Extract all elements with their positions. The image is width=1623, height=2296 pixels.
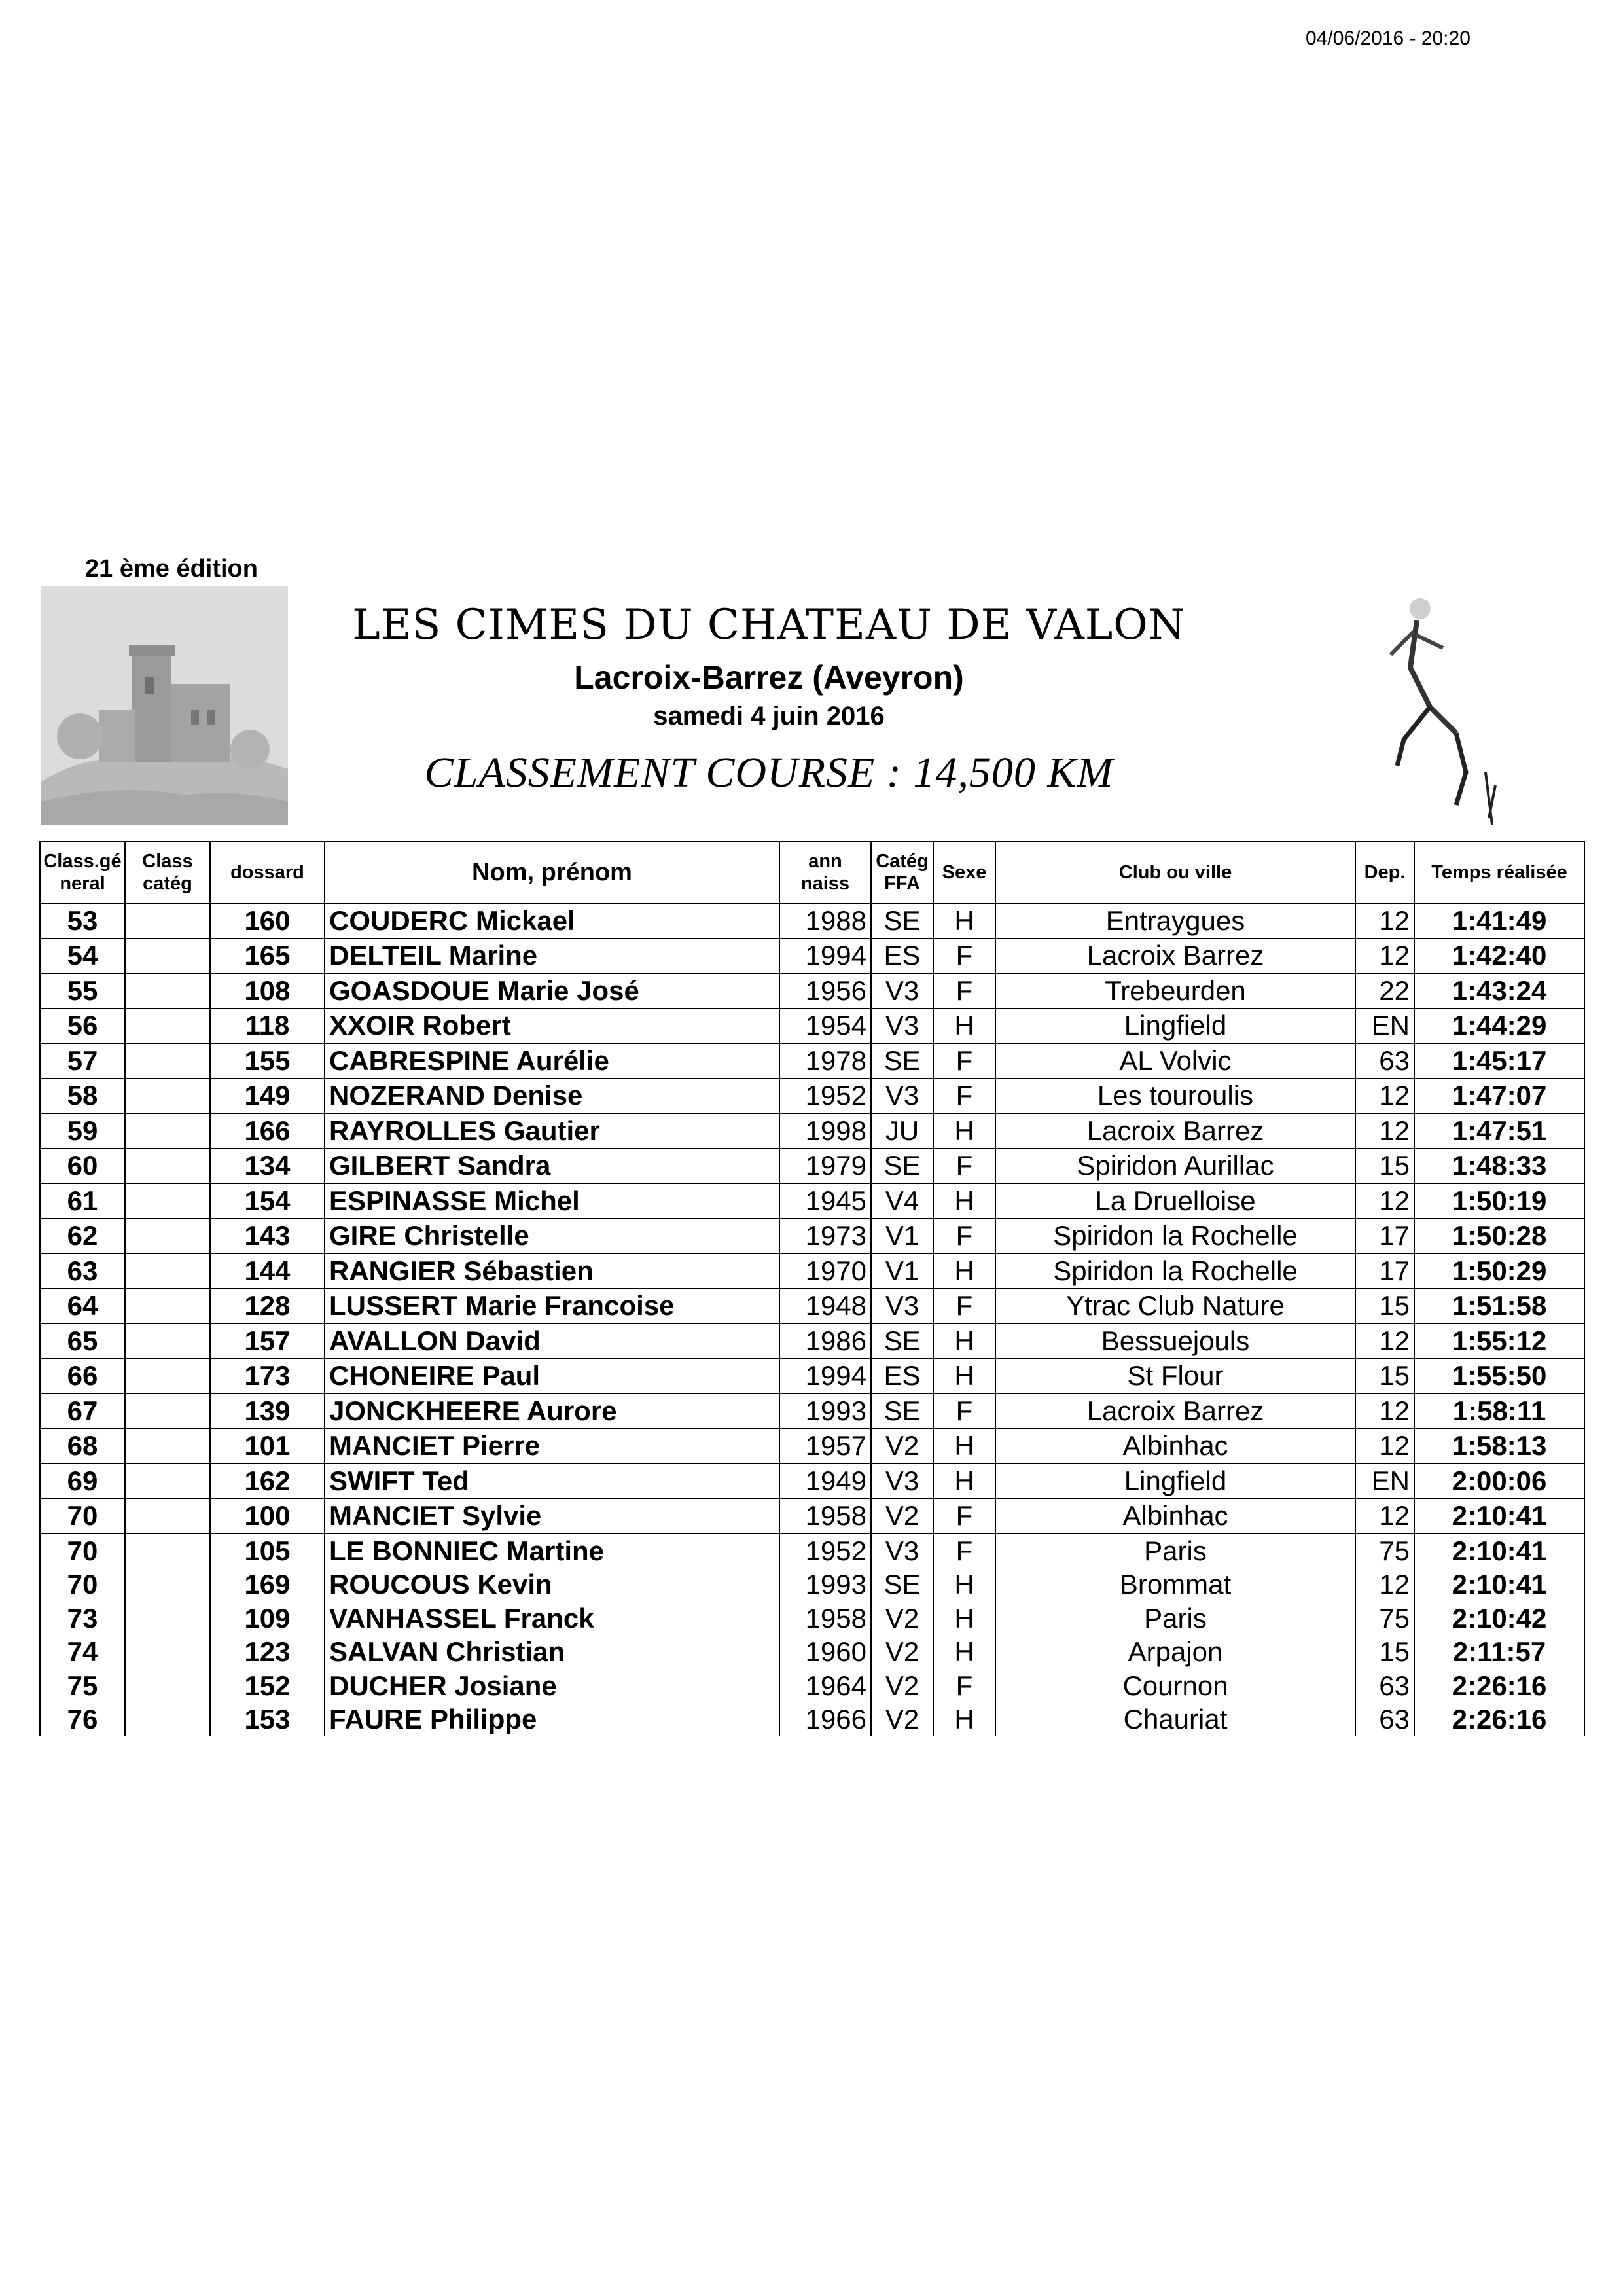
club-cell: Albinhac xyxy=(995,1429,1355,1464)
ffa-category-cell: SE xyxy=(871,1568,933,1602)
birth-year-cell: 1949 xyxy=(779,1463,871,1499)
birth-year-cell: 1994 xyxy=(779,1359,871,1394)
birth-year-cell: 1998 xyxy=(779,1113,871,1149)
category-rank-cell xyxy=(125,1043,210,1079)
category-rank-cell xyxy=(125,1463,210,1499)
ffa-category-cell: ES xyxy=(871,1359,933,1394)
bib-cell: 153 xyxy=(210,1703,325,1737)
race-date: samedi 4 juin 2016 xyxy=(653,702,885,730)
birth-year-cell: 1988 xyxy=(779,903,871,939)
category-rank-cell xyxy=(125,1534,210,1568)
rank-cell: 66 xyxy=(40,1359,125,1394)
header-block xyxy=(288,589,1250,798)
time-cell: 2:10:41 xyxy=(1414,1568,1584,1602)
print-datetime: 04/06/2016 - 20:20 xyxy=(1306,27,1471,49)
birth-year-cell: 1958 xyxy=(779,1499,871,1534)
department-cell: 75 xyxy=(1355,1602,1414,1636)
time-cell: 2:10:41 xyxy=(1414,1499,1584,1534)
bib-cell: 149 xyxy=(210,1079,325,1114)
club-cell: Lingfield xyxy=(995,1009,1355,1044)
name-cell: ESPINASSE Michel xyxy=(325,1183,779,1219)
table-row xyxy=(40,1703,1584,1737)
table-row xyxy=(40,1183,1584,1219)
category-rank-cell xyxy=(125,1149,210,1184)
ffa-category-cell: V3 xyxy=(871,1289,933,1324)
edition-label: 21 ème édition xyxy=(85,555,258,583)
department-cell: EN xyxy=(1355,1009,1414,1044)
bib-cell: 118 xyxy=(210,1009,325,1044)
category-rank-cell xyxy=(125,1289,210,1324)
category-rank-cell xyxy=(125,1359,210,1394)
sex-cell: F xyxy=(933,1669,995,1703)
department-cell: 12 xyxy=(1355,1113,1414,1149)
header-ffa-category: Catég FFA xyxy=(871,842,933,903)
time-cell: 2:26:16 xyxy=(1414,1669,1584,1703)
ffa-category-cell: V2 xyxy=(871,1669,933,1703)
birth-year-cell: 1954 xyxy=(779,1009,871,1044)
bib-cell: 143 xyxy=(210,1219,325,1254)
category-rank-cell xyxy=(125,1219,210,1254)
birth-year-cell: 1986 xyxy=(779,1323,871,1359)
sex-cell: H xyxy=(933,1429,995,1464)
sex-cell: F xyxy=(933,1149,995,1184)
time-cell: 2:10:41 xyxy=(1414,1534,1584,1568)
header-general-rank: Class.gé neral xyxy=(40,842,125,903)
ffa-category-cell: V3 xyxy=(871,1079,933,1114)
sex-cell: H xyxy=(933,1113,995,1149)
department-cell: 15 xyxy=(1355,1289,1414,1324)
time-cell: 1:51:58 xyxy=(1414,1289,1584,1324)
sex-cell: F xyxy=(933,1043,995,1079)
club-cell: Trebeurden xyxy=(995,973,1355,1009)
ffa-category-cell: V3 xyxy=(871,973,933,1009)
table-row xyxy=(40,903,1584,939)
name-cell: DELTEIL Marine xyxy=(325,939,779,974)
header-category-rank: Class catég xyxy=(125,842,210,903)
birth-year-cell: 1958 xyxy=(779,1602,871,1636)
name-cell: SALVAN Christian xyxy=(325,1636,779,1670)
category-rank-cell xyxy=(125,1568,210,1602)
time-cell: 2:10:42 xyxy=(1414,1602,1584,1636)
name-cell: AVALLON David xyxy=(325,1323,779,1359)
time-cell: 1:41:49 xyxy=(1414,903,1584,939)
category-rank-cell xyxy=(125,1323,210,1359)
time-cell: 2:11:57 xyxy=(1414,1636,1584,1670)
ffa-category-cell: V1 xyxy=(871,1219,933,1254)
department-cell: 12 xyxy=(1355,1499,1414,1534)
name-cell: CABRESPINE Aurélie xyxy=(325,1043,779,1079)
time-cell: 1:50:28 xyxy=(1414,1219,1584,1254)
birth-year-cell: 1952 xyxy=(779,1079,871,1114)
department-cell: 63 xyxy=(1355,1043,1414,1079)
category-rank-cell xyxy=(125,1079,210,1114)
department-cell: 15 xyxy=(1355,1149,1414,1184)
name-cell: SWIFT Ted xyxy=(325,1463,779,1499)
table-row xyxy=(40,1499,1584,1534)
classement-heading: CLASSEMENT COURSE : 14,500 KM xyxy=(424,749,1114,797)
table-row xyxy=(40,1219,1584,1254)
name-cell: VANHASSEL Franck xyxy=(325,1602,779,1636)
department-cell: 17 xyxy=(1355,1219,1414,1254)
time-cell: 1:47:07 xyxy=(1414,1079,1584,1114)
rank-cell: 68 xyxy=(40,1429,125,1464)
name-cell: MANCIET Sylvie xyxy=(325,1499,779,1534)
department-cell: 12 xyxy=(1355,1323,1414,1359)
bib-cell: 152 xyxy=(210,1669,325,1703)
name-cell: ROUCOUS Kevin xyxy=(325,1568,779,1602)
department-cell: 63 xyxy=(1355,1703,1414,1737)
bib-cell: 109 xyxy=(210,1602,325,1636)
category-rank-cell xyxy=(125,973,210,1009)
table-row xyxy=(40,1463,1584,1499)
header-time: Temps réalisée xyxy=(1414,842,1584,903)
ffa-category-cell: SE xyxy=(871,1323,933,1359)
birth-year-cell: 1960 xyxy=(779,1636,871,1670)
rank-cell: 63 xyxy=(40,1253,125,1289)
name-cell: LE BONNIEC Martine xyxy=(325,1534,779,1568)
time-cell: 1:58:11 xyxy=(1414,1393,1584,1429)
club-cell: Entraygues xyxy=(995,903,1355,939)
rank-cell: 61 xyxy=(40,1183,125,1219)
bib-cell: 166 xyxy=(210,1113,325,1149)
ffa-category-cell: V2 xyxy=(871,1602,933,1636)
birth-year-cell: 1957 xyxy=(779,1429,871,1464)
name-cell: GOASDOUE Marie José xyxy=(325,973,779,1009)
birth-year-cell: 1964 xyxy=(779,1669,871,1703)
club-cell: Spiridon la Rochelle xyxy=(995,1219,1355,1254)
sex-cell: F xyxy=(933,1219,995,1254)
name-cell: RANGIER Sébastien xyxy=(325,1253,779,1289)
sex-cell: F xyxy=(933,973,995,1009)
time-cell: 1:48:33 xyxy=(1414,1149,1584,1184)
birth-year-cell: 1966 xyxy=(779,1703,871,1737)
category-rank-cell xyxy=(125,1009,210,1044)
name-cell: FAURE Philippe xyxy=(325,1703,779,1737)
time-cell: 1:55:50 xyxy=(1414,1359,1584,1394)
rank-cell: 58 xyxy=(40,1079,125,1114)
bib-cell: 101 xyxy=(210,1429,325,1464)
name-cell: CHONEIRE Paul xyxy=(325,1359,779,1394)
rank-cell: 57 xyxy=(40,1043,125,1079)
rank-cell: 60 xyxy=(40,1149,125,1184)
header-bib: dossard xyxy=(210,842,325,903)
sex-cell: F xyxy=(933,1393,995,1429)
bib-cell: 157 xyxy=(210,1323,325,1359)
club-cell: Lacroix Barrez xyxy=(995,1393,1355,1429)
rank-cell: 74 xyxy=(40,1636,125,1670)
club-cell: Chauriat xyxy=(995,1703,1355,1737)
sex-cell: H xyxy=(933,903,995,939)
category-rank-cell xyxy=(125,1113,210,1149)
club-cell: AL Volvic xyxy=(995,1043,1355,1079)
time-cell: 2:00:06 xyxy=(1414,1463,1584,1499)
ffa-category-cell: V3 xyxy=(871,1534,933,1568)
sex-cell: F xyxy=(933,939,995,974)
ffa-category-cell: V3 xyxy=(871,1463,933,1499)
club-cell: Brommat xyxy=(995,1568,1355,1602)
sex-cell: H xyxy=(933,1568,995,1602)
category-rank-cell xyxy=(125,1669,210,1703)
bib-cell: 105 xyxy=(210,1534,325,1568)
time-cell: 1:43:24 xyxy=(1414,973,1584,1009)
time-cell: 1:45:17 xyxy=(1414,1043,1584,1079)
club-cell: Albinhac xyxy=(995,1499,1355,1534)
name-cell: JONCKHEERE Aurore xyxy=(325,1393,779,1429)
department-cell: 12 xyxy=(1355,939,1414,974)
table-row xyxy=(40,1009,1584,1044)
ffa-category-cell: V1 xyxy=(871,1253,933,1289)
birth-year-cell: 1952 xyxy=(779,1534,871,1568)
department-cell: EN xyxy=(1355,1463,1414,1499)
department-cell: 75 xyxy=(1355,1534,1414,1568)
runner-icon xyxy=(1358,569,1502,831)
ffa-category-cell: V2 xyxy=(871,1703,933,1737)
table-row xyxy=(40,1149,1584,1184)
sex-cell: H xyxy=(933,1183,995,1219)
bib-cell: 134 xyxy=(210,1149,325,1184)
table-row xyxy=(40,1113,1584,1149)
sex-cell: H xyxy=(933,1636,995,1670)
name-cell: XXOIR Robert xyxy=(325,1009,779,1044)
club-cell: Arpajon xyxy=(995,1636,1355,1670)
bib-cell: 154 xyxy=(210,1183,325,1219)
birth-year-cell: 1993 xyxy=(779,1568,871,1602)
department-cell: 12 xyxy=(1355,1393,1414,1429)
name-cell: LUSSERT Marie Francoise xyxy=(325,1289,779,1324)
club-cell: Paris xyxy=(995,1602,1355,1636)
bib-cell: 139 xyxy=(210,1393,325,1429)
rank-cell: 56 xyxy=(40,1009,125,1044)
bib-cell: 155 xyxy=(210,1043,325,1079)
table-row xyxy=(40,973,1584,1009)
category-rank-cell xyxy=(125,939,210,974)
birth-year-cell: 1948 xyxy=(779,1289,871,1324)
club-cell: Ytrac Club Nature xyxy=(995,1289,1355,1324)
sex-cell: F xyxy=(933,1079,995,1114)
rank-cell: 73 xyxy=(40,1602,125,1636)
name-cell: GILBERT Sandra xyxy=(325,1149,779,1184)
club-cell: La Druelloise xyxy=(995,1183,1355,1219)
bib-cell: 100 xyxy=(210,1499,325,1534)
ffa-category-cell: V2 xyxy=(871,1429,933,1464)
name-cell: RAYROLLES Gautier xyxy=(325,1113,779,1149)
category-rank-cell xyxy=(125,1499,210,1534)
department-cell: 12 xyxy=(1355,1079,1414,1114)
time-cell: 1:50:19 xyxy=(1414,1183,1584,1219)
name-cell: MANCIET Pierre xyxy=(325,1429,779,1464)
category-rank-cell xyxy=(125,1703,210,1737)
rank-cell: 55 xyxy=(40,973,125,1009)
time-cell: 1:44:29 xyxy=(1414,1009,1584,1044)
ffa-category-cell: SE xyxy=(871,1043,933,1079)
name-cell: GIRE Christelle xyxy=(325,1219,779,1254)
birth-year-cell: 1978 xyxy=(779,1043,871,1079)
club-cell: Lacroix Barrez xyxy=(995,939,1355,974)
department-cell: 12 xyxy=(1355,1429,1414,1464)
header-department: Dep. xyxy=(1355,842,1414,903)
birth-year-cell: 1973 xyxy=(779,1219,871,1254)
table-row xyxy=(40,1253,1584,1289)
rank-cell: 62 xyxy=(40,1219,125,1254)
results-table xyxy=(39,841,1585,1736)
rank-cell: 70 xyxy=(40,1499,125,1534)
castle-photo xyxy=(41,586,288,825)
sex-cell: F xyxy=(933,1499,995,1534)
club-cell: St Flour xyxy=(995,1359,1355,1394)
club-cell: Lingfield xyxy=(995,1463,1355,1499)
ffa-category-cell: JU xyxy=(871,1113,933,1149)
bib-cell: 128 xyxy=(210,1289,325,1324)
bib-cell: 169 xyxy=(210,1568,325,1602)
rank-cell: 76 xyxy=(40,1703,125,1737)
rank-cell: 69 xyxy=(40,1463,125,1499)
table-row xyxy=(40,1602,1584,1636)
rank-cell: 67 xyxy=(40,1393,125,1429)
club-cell: Les touroulis xyxy=(995,1079,1355,1114)
bib-cell: 173 xyxy=(210,1359,325,1394)
header-birth-year: ann naiss xyxy=(779,842,871,903)
time-cell: 1:55:12 xyxy=(1414,1323,1584,1359)
castle-icon xyxy=(41,586,288,825)
bib-cell: 162 xyxy=(210,1463,325,1499)
sex-cell: H xyxy=(933,1323,995,1359)
bib-cell: 165 xyxy=(210,939,325,974)
ffa-category-cell: SE xyxy=(871,1393,933,1429)
birth-year-cell: 1970 xyxy=(779,1253,871,1289)
header-name: Nom, prénom xyxy=(325,842,779,903)
department-cell: 15 xyxy=(1355,1359,1414,1394)
birth-year-cell: 1993 xyxy=(779,1393,871,1429)
bib-cell: 108 xyxy=(210,973,325,1009)
category-rank-cell xyxy=(125,1636,210,1670)
category-rank-cell xyxy=(125,1253,210,1289)
time-cell: 1:42:40 xyxy=(1414,939,1584,974)
birth-year-cell: 1994 xyxy=(779,939,871,974)
ffa-category-cell: V3 xyxy=(871,1009,933,1044)
club-cell: Spiridon Aurillac xyxy=(995,1149,1355,1184)
sex-cell: H xyxy=(933,1009,995,1044)
rank-cell: 53 xyxy=(40,903,125,939)
runner-drawing xyxy=(1358,569,1502,831)
ffa-category-cell: V2 xyxy=(871,1636,933,1670)
table-row xyxy=(40,1636,1584,1670)
rank-cell: 65 xyxy=(40,1323,125,1359)
time-cell: 1:50:29 xyxy=(1414,1253,1584,1289)
sex-cell: H xyxy=(933,1359,995,1394)
club-cell: Spiridon la Rochelle xyxy=(995,1253,1355,1289)
department-cell: 22 xyxy=(1355,973,1414,1009)
table-row xyxy=(40,939,1584,974)
table-row xyxy=(40,1323,1584,1359)
table-row xyxy=(40,1043,1584,1079)
ffa-category-cell: V2 xyxy=(871,1499,933,1534)
sex-cell: H xyxy=(933,1703,995,1737)
sex-cell: H xyxy=(933,1602,995,1636)
category-rank-cell xyxy=(125,1183,210,1219)
rank-cell: 70 xyxy=(40,1534,125,1568)
ffa-category-cell: SE xyxy=(871,1149,933,1184)
club-cell: Lacroix Barrez xyxy=(995,1113,1355,1149)
sex-cell: H xyxy=(933,1463,995,1499)
rank-cell: 75 xyxy=(40,1669,125,1703)
department-cell: 15 xyxy=(1355,1636,1414,1670)
time-cell: 1:58:13 xyxy=(1414,1429,1584,1464)
category-rank-cell xyxy=(125,1429,210,1464)
rank-cell: 70 xyxy=(40,1568,125,1602)
rank-cell: 54 xyxy=(40,939,125,974)
results-body xyxy=(40,903,1584,1736)
table-row xyxy=(40,1079,1584,1114)
department-cell: 17 xyxy=(1355,1253,1414,1289)
birth-year-cell: 1956 xyxy=(779,973,871,1009)
name-cell: COUDERC Mickael xyxy=(325,903,779,939)
rank-cell: 59 xyxy=(40,1113,125,1149)
department-cell: 12 xyxy=(1355,1183,1414,1219)
club-cell: Bessuejouls xyxy=(995,1323,1355,1359)
time-cell: 2:26:16 xyxy=(1414,1703,1584,1737)
bib-cell: 144 xyxy=(210,1253,325,1289)
table-row xyxy=(40,1359,1584,1394)
table-row xyxy=(40,1534,1584,1568)
department-cell: 12 xyxy=(1355,903,1414,939)
department-cell: 63 xyxy=(1355,1669,1414,1703)
table-header-row xyxy=(40,842,1584,903)
rank-cell: 64 xyxy=(40,1289,125,1324)
time-cell: 1:47:51 xyxy=(1414,1113,1584,1149)
ffa-category-cell: SE xyxy=(871,903,933,939)
bib-cell: 160 xyxy=(210,903,325,939)
name-cell: NOZERAND Denise xyxy=(325,1079,779,1114)
name-cell: DUCHER Josiane xyxy=(325,1669,779,1703)
header-club: Club ou ville xyxy=(995,842,1355,903)
category-rank-cell xyxy=(125,903,210,939)
club-cell: Paris xyxy=(995,1534,1355,1568)
table-row xyxy=(40,1393,1584,1429)
table-row xyxy=(40,1669,1584,1703)
ffa-category-cell: V4 xyxy=(871,1183,933,1219)
birth-year-cell: 1979 xyxy=(779,1149,871,1184)
department-cell: 12 xyxy=(1355,1568,1414,1602)
sex-cell: F xyxy=(933,1289,995,1324)
birth-year-cell: 1945 xyxy=(779,1183,871,1219)
race-place: Lacroix-Barrez (Aveyron) xyxy=(574,659,964,696)
category-rank-cell xyxy=(125,1602,210,1636)
table-row xyxy=(40,1568,1584,1602)
header-sex: Sexe xyxy=(933,842,995,903)
category-rank-cell xyxy=(125,1393,210,1429)
club-cell: Cournon xyxy=(995,1669,1355,1703)
sex-cell: F xyxy=(933,1534,995,1568)
ffa-category-cell: ES xyxy=(871,939,933,974)
sex-cell: H xyxy=(933,1253,995,1289)
bib-cell: 123 xyxy=(210,1636,325,1670)
table-row xyxy=(40,1289,1584,1324)
table-row xyxy=(40,1429,1584,1464)
race-title: LES CIMES DU CHATEAU DE VALON xyxy=(352,601,1186,649)
